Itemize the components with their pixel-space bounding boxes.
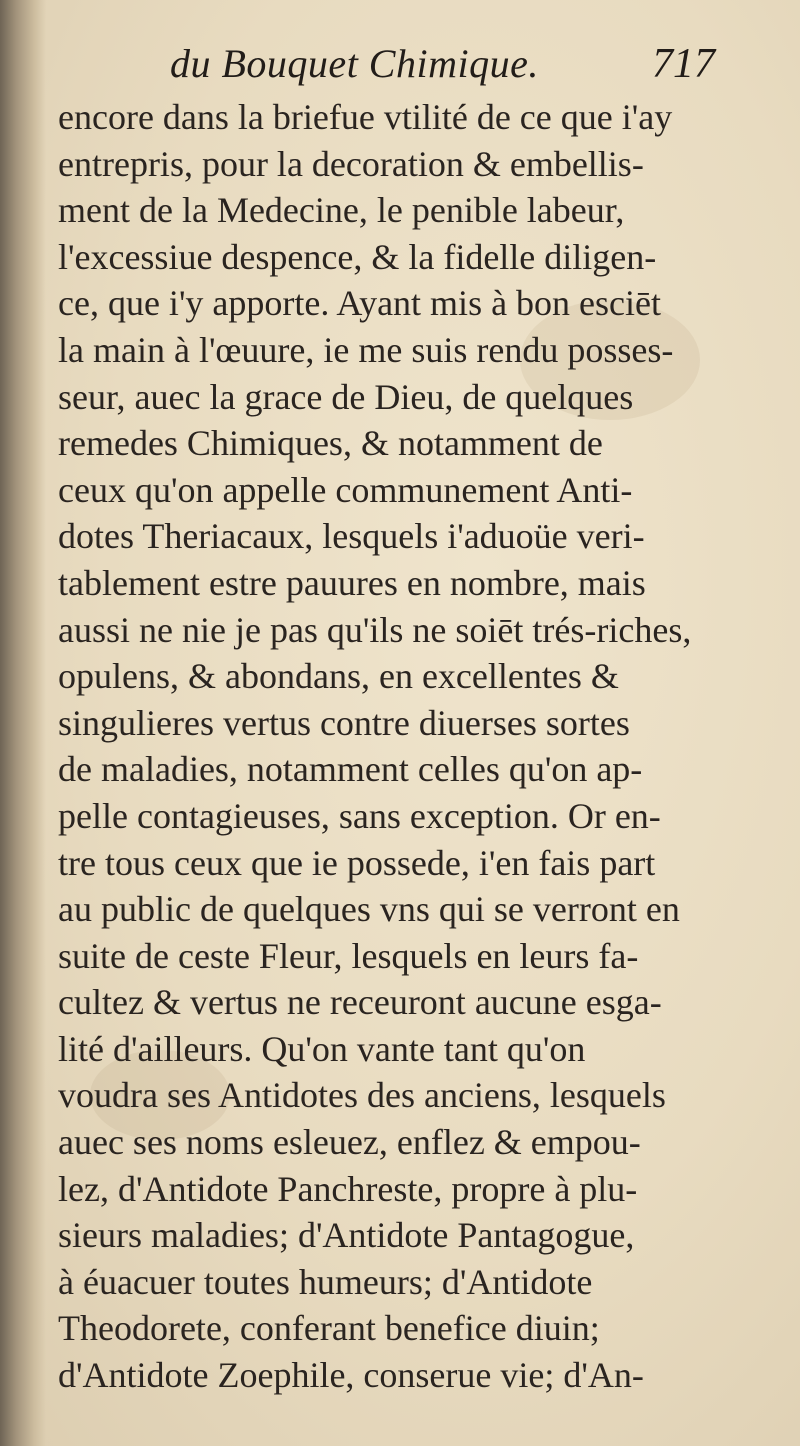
running-title: du Bouquet Chimique. (170, 41, 539, 86)
text-line: ceux qu'on appelle communement Anti- (58, 469, 633, 510)
page-number: 717 (652, 41, 715, 87)
text-line: tre tous ceux que ie possede, i'en fais part (58, 842, 656, 883)
text-line: seur, auec la grace de Dieu, de quelques (58, 376, 634, 417)
text-line: auec ses noms esleuez, enflez & empou- (58, 1122, 641, 1163)
text-line: à éuacuer toutes humeurs; d'Antidote (58, 1261, 593, 1302)
text-line: cultez & vertus ne receuront aucune esga- (58, 982, 662, 1023)
text-line: suite de ceste Fleur, lesquels en leurs fa- (58, 935, 639, 976)
text-line: pelle contagieuses, sans exception. Or en- (58, 795, 661, 836)
text-line: aussi ne nie je pas qu'ils ne soiēt trés-riches, (58, 609, 692, 650)
text-line: voudra ses Antidotes des anciens, lesquels (58, 1075, 666, 1116)
text-line: singulieres vertus contre diuerses sortes (58, 702, 630, 743)
text-line: ment de la Medecine, le penible labeur, (58, 190, 625, 231)
text-line: sieurs maladies; d'Antidote Pantagogue, (58, 1215, 635, 1256)
text-line: Theodorete, conferant benefice diuin; (58, 1308, 600, 1349)
text-line: au public de quelques vns qui se verront en (58, 889, 680, 930)
text-line: la main à l'œuure, ie me suis rendu posses- (58, 329, 674, 370)
text-line: remedes Chimiques, & notamment de (58, 423, 603, 464)
text-line: l'excessiue despence, & la fidelle diligen- (58, 236, 657, 277)
text-line: tablement estre pauures en nombre, mais (58, 562, 646, 603)
page-header (170, 40, 715, 100)
text-line: entrepris, pour la decoration & embellis- (58, 143, 644, 184)
binding-gutter (0, 0, 46, 1446)
text-line: dotes Theriacaux, lesquels i'aduoüe veri- (58, 516, 645, 557)
text-line: lité d'ailleurs. Qu'on vante tant qu'on (58, 1028, 586, 1069)
text-line: opulens, & abondans, en excellentes & (58, 656, 619, 697)
text-line: d'Antidote Zoephile, conserue vie; d'An- (58, 1355, 644, 1396)
text-line: lez, d'Antidote Panchreste, propre à plu- (58, 1168, 638, 1209)
text-line: ce, que i'y apporte. Ayant mis à bon esciēt (58, 283, 661, 324)
body-text (58, 94, 708, 1399)
text-line: encore dans la briefue vtilité de ce que i'ay (58, 97, 673, 137)
text-line: de maladies, notamment celles qu'on ap- (58, 749, 643, 790)
